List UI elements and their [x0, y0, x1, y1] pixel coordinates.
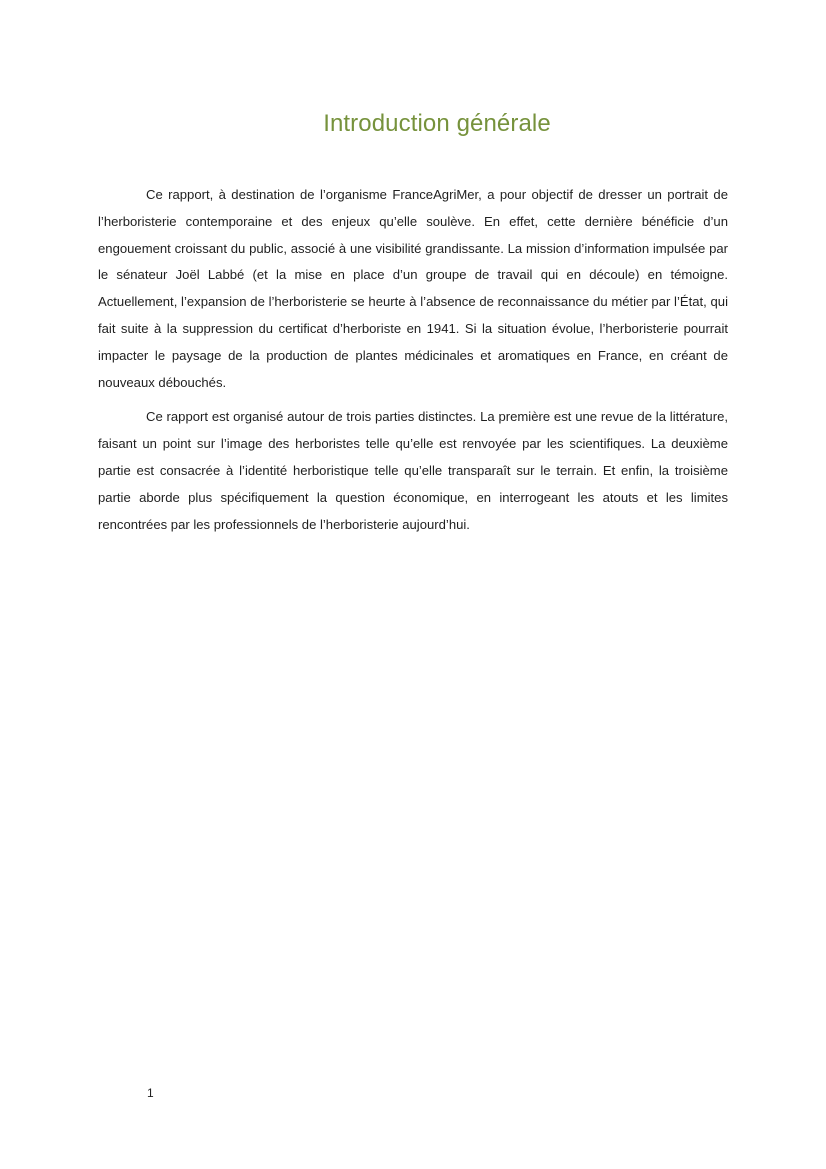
paragraph-1: Ce rapport, à destination de l’organisme FranceAgriMer, a pour objectif de dresser un portrait de l’herboristerie contemporaine et des enjeux qu’elle soulève. En effet, cette dernière bénéficie d’un engouement croissant du public, associé à une visibilité grandissante. La mission d’information impulsée par le sénateur Joël Labbé (et la mise en place d’un groupe de travail qui en découle) en témoigne. Actuellement, l’expansion de l’herboristerie se heurte à l’absence de reconnaissance du métier par l’État, qui fait suite à la suppression du certificat d’herboriste en 1941. Si la situation évolue, l’herboristerie pourrait impacter le paysage de la production de plantes médicinales et aromatiques en France, en créant de nouveaux débouchés. — [98, 187, 728, 390]
paragraph-2: Ce rapport est organisé autour de trois parties distinctes. La première est une revue de la littérature, faisant un point sur l’image des herboristes telle qu’elle est renvoyée par les scientifiques. La deuxième partie est consacrée à l’identité herboristique telle qu’elle transparaît sur le terrain. Et enfin, la troisième partie aborde plus spécifiquement la question économique, en interrogeant les atouts et les limites rencontrées par les professionnels de l’herboristerie aujourd’hui. — [98, 409, 728, 532]
page-title: Introduction générale — [323, 110, 551, 137]
document-body — [98, 182, 728, 546]
page-number: 1 — [147, 1086, 154, 1100]
